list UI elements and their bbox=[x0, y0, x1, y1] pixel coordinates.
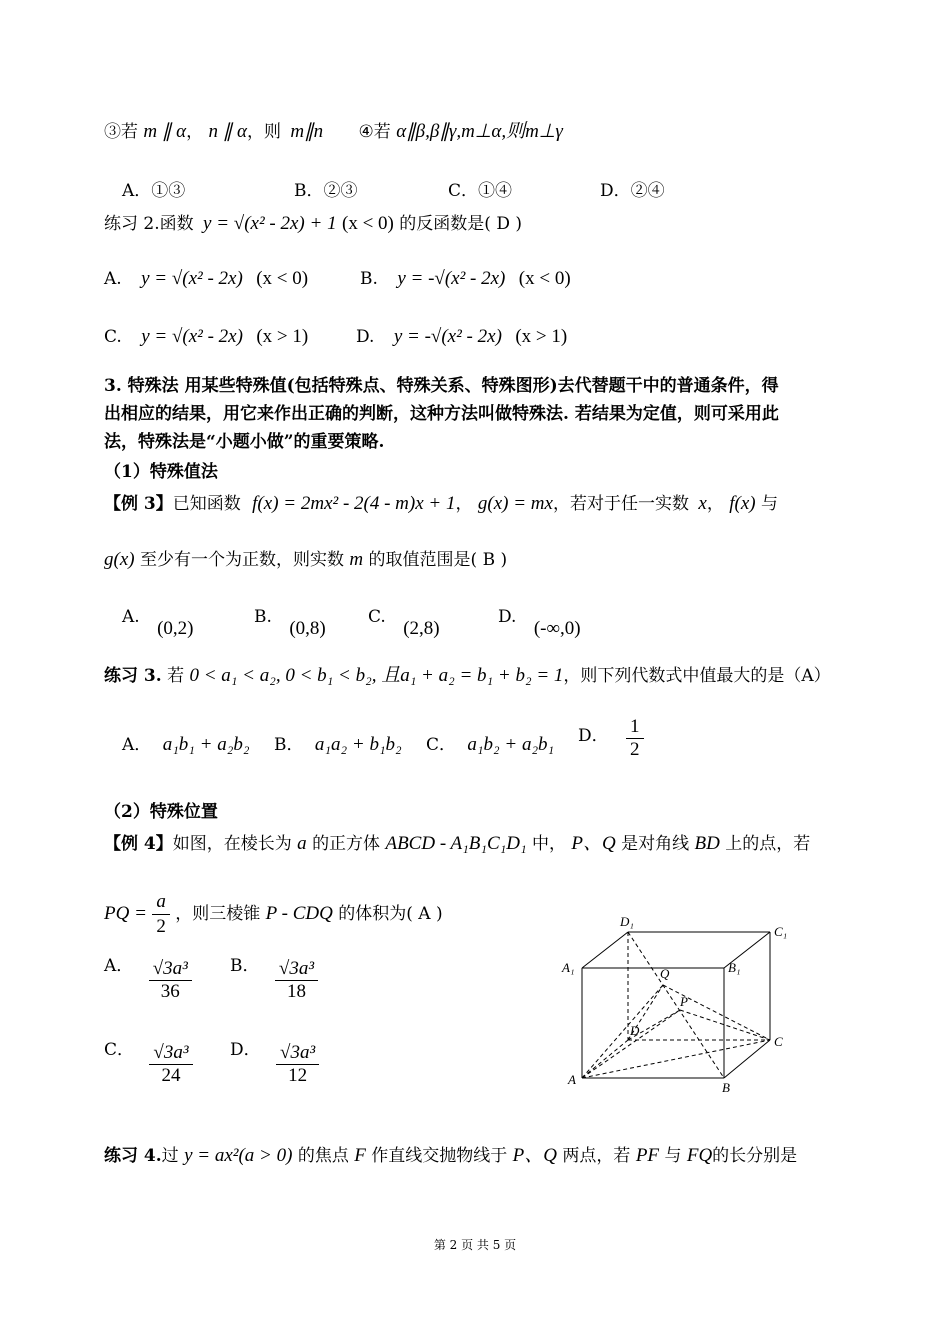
points-pq: P、Q bbox=[512, 1145, 557, 1166]
label-a1: A₁ bbox=[562, 960, 575, 975]
tetrahedron-name: P - CDQ bbox=[265, 903, 333, 924]
text: 的长分别是 bbox=[712, 1146, 798, 1166]
denominator: 2 bbox=[156, 916, 166, 937]
edge-bc bbox=[724, 1040, 770, 1078]
option-expr: y = √(x² - 2x) bbox=[141, 268, 243, 289]
text: 作直线交抛物线于 bbox=[371, 1146, 508, 1166]
option-expr: a₁b₁ + a₂b₂ bbox=[162, 734, 250, 755]
practice2-option-a bbox=[104, 268, 308, 290]
text: 的正方体 bbox=[312, 834, 381, 854]
practice2-prefix: 练习 2.函数 bbox=[104, 214, 194, 234]
example-4-line1 bbox=[104, 832, 810, 856]
diagonal-bd: BD bbox=[694, 833, 720, 854]
option-cond: (x > 1) bbox=[515, 326, 568, 347]
text: 与 bbox=[761, 494, 778, 514]
example3-option-a bbox=[122, 606, 194, 639]
option-label: D. bbox=[498, 607, 517, 627]
option-label: C. bbox=[104, 327, 122, 347]
f-of-x: f(x) bbox=[729, 493, 756, 514]
text: 中， bbox=[532, 834, 566, 854]
denominator: 36 bbox=[160, 981, 180, 1002]
method3-line3: 法，特殊法是“小题小做”的重要策略. bbox=[104, 432, 385, 452]
practice3-option-d bbox=[578, 716, 644, 761]
practice3-option-b bbox=[274, 730, 402, 756]
pq-length: PQ = bbox=[104, 903, 147, 924]
var-x: x bbox=[698, 493, 707, 514]
item4-expr: α∥β,β∥γ,m⊥α,则m⊥γ bbox=[396, 121, 563, 142]
example-3-line1 bbox=[104, 492, 778, 516]
text: 若 bbox=[167, 666, 185, 686]
fraction-a-over-2 bbox=[152, 890, 170, 939]
text: 已知函数 bbox=[172, 494, 241, 514]
text: 两点，若 bbox=[562, 1146, 631, 1166]
subheading-special-position: （2）特殊位置 bbox=[104, 802, 218, 822]
option-label: B. bbox=[254, 607, 272, 627]
practice3-option-a bbox=[122, 730, 249, 756]
practice3-option-c bbox=[426, 730, 554, 756]
item3-conclusion: m∥n bbox=[290, 121, 324, 142]
option-label: B. bbox=[360, 269, 378, 289]
g-of-x: g(x) bbox=[104, 549, 135, 570]
numerator: 1 bbox=[626, 716, 644, 739]
label-d: D bbox=[630, 1023, 640, 1038]
option-label: C. bbox=[368, 607, 386, 627]
segment-fq: FQ bbox=[686, 1145, 713, 1166]
method3-line1: 3. 特殊法 用某些特殊值(包括特殊点、特殊关系、特殊图形)去代替题干中的普通条件，得 bbox=[104, 376, 779, 396]
example-4-line2 bbox=[104, 890, 443, 939]
option-expr: a₁a₂ + b₁b₂ bbox=[314, 734, 402, 755]
item4-prefix: ④若 bbox=[358, 122, 391, 142]
option-expr: y = -√(x² - 2x) bbox=[393, 326, 502, 347]
text: 与 bbox=[664, 1146, 682, 1166]
option-expr: (-∞,0) bbox=[533, 618, 581, 639]
text: 的取值范围是( B ) bbox=[368, 550, 508, 570]
label-a: A bbox=[568, 1072, 576, 1087]
denominator: 12 bbox=[288, 1065, 308, 1086]
comma: ， bbox=[706, 494, 724, 514]
var-a: a bbox=[297, 833, 307, 854]
option-label: D. bbox=[356, 327, 375, 347]
label-b1: B₁ bbox=[728, 960, 741, 975]
label-c1: C₁ bbox=[774, 924, 788, 939]
q1-option-c: C．①④ bbox=[448, 181, 513, 201]
denominator: 18 bbox=[286, 981, 306, 1002]
text: 的焦点 bbox=[297, 1146, 349, 1166]
focus-f: F bbox=[354, 1145, 366, 1166]
practice2-suffix: 的反函数是( D ) bbox=[399, 214, 522, 234]
item3-cond2: n ∥ α bbox=[208, 121, 247, 142]
option-cond: (x < 0) bbox=[518, 268, 571, 289]
segment-pf: PF bbox=[635, 1145, 660, 1166]
example3-option-d bbox=[498, 606, 581, 639]
option-cond: (x > 1) bbox=[256, 326, 309, 347]
practice2-function: y = √(x² - 2x) + 1 bbox=[203, 213, 337, 234]
practice2-condition: (x < 0) bbox=[342, 213, 394, 234]
example3-option-c bbox=[368, 606, 440, 639]
cube-name: ABCD - A₁B₁C₁D₁ bbox=[385, 833, 527, 854]
numerator: √3a³ bbox=[149, 958, 192, 981]
q1-option-a: A．①③ bbox=[122, 181, 186, 201]
text: 的体积为( A ) bbox=[338, 904, 443, 924]
option-label: A. bbox=[122, 607, 140, 627]
numerator: √3a³ bbox=[276, 1042, 319, 1065]
example4-option-b bbox=[230, 958, 318, 1003]
option-label: D． bbox=[578, 726, 609, 746]
option-cond: (x < 0) bbox=[256, 268, 309, 289]
practice-4 bbox=[104, 1144, 797, 1168]
label-c: C bbox=[774, 1034, 783, 1049]
example3-label: 【例 3】 bbox=[104, 494, 173, 514]
practice-2 bbox=[104, 212, 522, 236]
line-pc bbox=[680, 1010, 770, 1040]
q1-option-b: B．②③ bbox=[294, 181, 358, 201]
label-b: B bbox=[722, 1080, 730, 1095]
option-expr: a₁b₂ + a₂b₁ bbox=[467, 734, 555, 755]
text: 是对角线 bbox=[621, 834, 690, 854]
option-expr: (2,8) bbox=[403, 618, 440, 639]
practice2-option-b bbox=[360, 268, 571, 290]
text: 上的点，若 bbox=[725, 834, 811, 854]
example3-f: f(x) = 2mx² - 2(4 - m)x + 1 bbox=[252, 493, 456, 514]
statement-3-4 bbox=[104, 120, 563, 144]
option-label: A． bbox=[104, 956, 134, 976]
practice2-option-c bbox=[104, 326, 308, 348]
method3-line2: 出相应的结果，用它来作出正确的判断，这种方法叫做特殊法. 若结果为定值，则可采用此 bbox=[104, 404, 779, 424]
example3-option-b bbox=[254, 606, 326, 639]
text: ，则下列代数式中值最大的是（A） bbox=[563, 666, 831, 686]
q1-option-d: D．②④ bbox=[600, 181, 665, 201]
fraction-one-half bbox=[626, 716, 644, 761]
text: 至少有一个为正数，则实数 bbox=[140, 550, 344, 570]
label-p: P bbox=[680, 994, 688, 1009]
denominator: 24 bbox=[161, 1065, 181, 1086]
example4-label: 【例 4】 bbox=[104, 834, 173, 854]
fraction bbox=[276, 1042, 319, 1087]
option-label: C． bbox=[104, 1040, 135, 1060]
diagonal-d1b bbox=[628, 932, 724, 1078]
option-expr: (0,8) bbox=[289, 618, 326, 639]
option-expr: y = -√(x² - 2x) bbox=[397, 268, 506, 289]
example-3-line2 bbox=[104, 548, 507, 572]
option-label: B． bbox=[274, 735, 304, 755]
comma: ， bbox=[186, 122, 204, 142]
practice3-condition: 0 < a₁ < a₂, 0 < b₁ < b₂, 且a₁ + a₂ = b₁ + b₂ = 1 bbox=[189, 665, 564, 686]
cube-figure bbox=[560, 910, 800, 1100]
practice4-curve: y = ax²(a > 0) bbox=[184, 1145, 293, 1166]
page-footer: 第 2 页 共 5 页 bbox=[433, 1238, 517, 1252]
practice-3 bbox=[104, 664, 831, 688]
item3-prefix: ③若 bbox=[104, 122, 138, 142]
option-label: A. bbox=[104, 269, 122, 289]
option-label: D． bbox=[230, 1040, 261, 1060]
edge-ad-hidden bbox=[582, 1040, 628, 1078]
option-expr: (0,2) bbox=[157, 618, 194, 639]
option-label: A． bbox=[122, 735, 152, 755]
label-d1: D₁ bbox=[620, 914, 634, 929]
numerator: √3a³ bbox=[149, 1042, 192, 1065]
denominator: 2 bbox=[630, 739, 640, 760]
practice2-option-d bbox=[356, 326, 567, 348]
numerator: √3a³ bbox=[275, 958, 318, 981]
example4-option-d bbox=[230, 1042, 319, 1087]
then-text: ，则 bbox=[247, 122, 281, 142]
option-expr: y = √(x² - 2x) bbox=[141, 326, 243, 347]
text: 过 bbox=[161, 1146, 179, 1166]
fraction bbox=[149, 1042, 192, 1087]
points-pq: P、Q bbox=[571, 833, 616, 854]
edge-a1d1 bbox=[582, 932, 628, 968]
item3-cond1: m ∥ α bbox=[143, 121, 187, 142]
text: 如图，在棱长为 bbox=[172, 834, 292, 854]
fraction bbox=[275, 958, 318, 1003]
text: ，若对于任一实数 bbox=[552, 494, 689, 514]
practice3-label: 练习 3. bbox=[104, 666, 162, 686]
practice4-label: 练习 4. bbox=[104, 1146, 162, 1166]
example4-option-a bbox=[104, 958, 192, 1003]
label-q: Q bbox=[660, 966, 670, 981]
example3-g: g(x) = mx bbox=[477, 493, 553, 514]
option-label: C． bbox=[426, 735, 457, 755]
var-m: m bbox=[349, 549, 364, 570]
text: ，则三棱锥 bbox=[175, 904, 261, 924]
example4-option-c bbox=[104, 1042, 193, 1087]
comma: ， bbox=[455, 494, 473, 514]
numerator: a bbox=[152, 890, 170, 915]
fraction bbox=[149, 958, 192, 1003]
option-label: B． bbox=[230, 956, 260, 976]
subheading-special-value: （1）特殊值法 bbox=[104, 462, 218, 482]
